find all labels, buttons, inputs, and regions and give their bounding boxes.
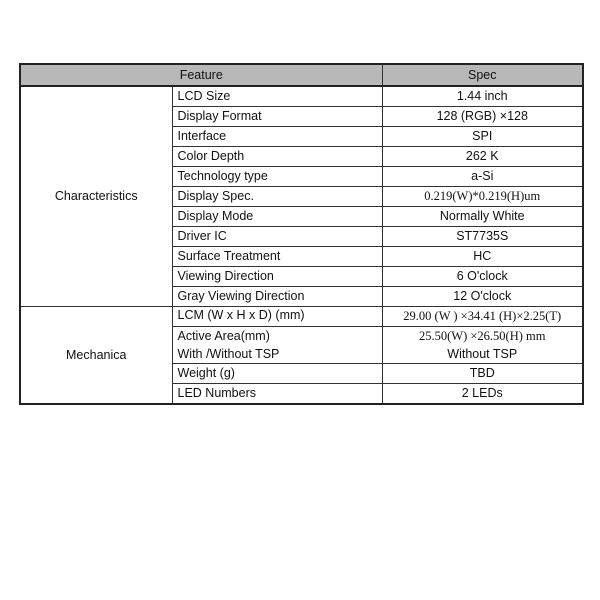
spec-line: Without TSP — [447, 347, 518, 361]
feature-cell: Display Format — [172, 107, 382, 127]
spec-cell: TBD — [382, 364, 583, 384]
spec-cell: 0.219(W)*0.219(H)um — [382, 187, 583, 207]
feature-cell: LED Numbers — [172, 384, 382, 405]
feature-cell-pair — [172, 327, 382, 364]
spec-cell: 6 O'clock — [382, 267, 583, 287]
feature-cell: Gray Viewing Direction — [172, 287, 382, 307]
feature-cell: LCD Size — [172, 86, 382, 107]
spec-cell: 262 K — [382, 147, 583, 167]
header-spec: Spec — [382, 64, 583, 86]
feature-cell: LCM (W x H x D) (mm) — [172, 307, 382, 327]
table-row — [20, 86, 583, 107]
table-row — [20, 307, 583, 327]
feature-cell: Driver IC — [172, 227, 382, 247]
feature-cell: Technology type — [172, 167, 382, 187]
spec-cell: HC — [382, 247, 583, 267]
feature-cell: Interface — [172, 127, 382, 147]
feature-cell: Surface Treatment — [172, 247, 382, 267]
spec-cell: a-Si — [382, 167, 583, 187]
group-characteristics: Characteristics — [20, 86, 172, 307]
feature-cell: Weight (g) — [172, 364, 382, 384]
spec-cell: Normally White — [382, 207, 583, 227]
spec-cell: 2 LEDs — [382, 384, 583, 405]
group-mechanica: Mechanica — [20, 307, 172, 405]
feature-line: Active Area(mm) — [177, 329, 270, 343]
spec-cell-pair — [382, 327, 583, 364]
feature-cell: Viewing Direction — [172, 267, 382, 287]
spec-cell: 29.00 (W ) ×34.41 (H)×2.25(T) — [382, 307, 583, 327]
header-feature: Feature — [20, 64, 382, 86]
feature-cell: Display Mode — [172, 207, 382, 227]
feature-cell: Display Spec. — [172, 187, 382, 207]
spec-line: 25.50(W) ×26.50(H) mm — [419, 329, 546, 343]
spec-cell: 128 (RGB) ×128 — [382, 107, 583, 127]
spec-table — [19, 63, 584, 405]
spec-cell: 12 O'clock — [382, 287, 583, 307]
spec-cell: ST7735S — [382, 227, 583, 247]
spec-cell: SPI — [382, 127, 583, 147]
feature-line: With /Without TSP — [177, 347, 280, 361]
feature-cell: Color Depth — [172, 147, 382, 167]
table-header-row — [20, 64, 583, 86]
spec-cell: 1.44 inch — [382, 86, 583, 107]
